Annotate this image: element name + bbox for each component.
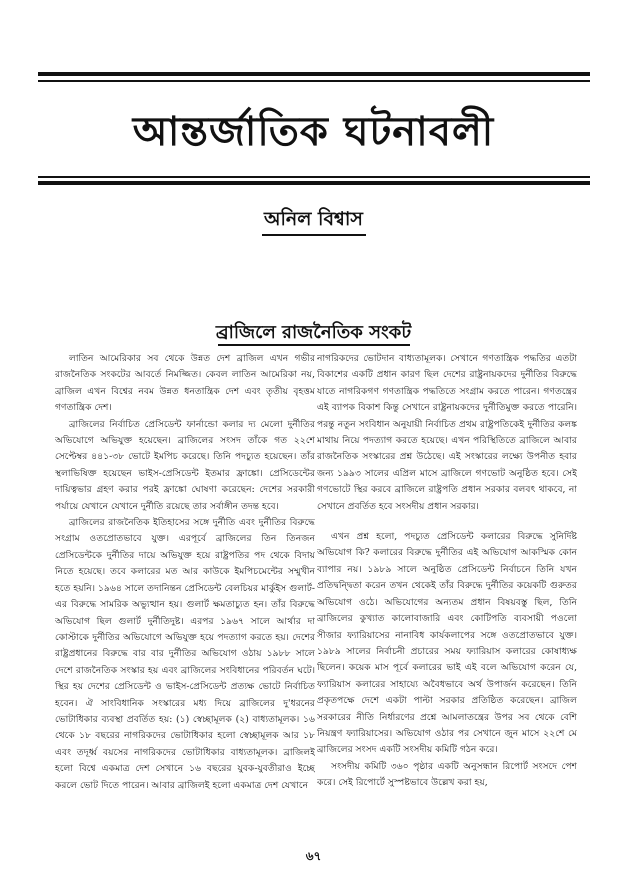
author-name: অনিল বিশ্বাস xyxy=(264,208,363,230)
page-number: ৬৭ xyxy=(305,849,322,863)
page-title: আন্তর্জাতিক ঘটনাবলী xyxy=(132,108,495,155)
paragraph: ব্রাজিলের রাজনৈতিক ইতিহাসের সঙ্গে দুর্নীতি এবং দুর্নীতির বিরুদ্ধে সংগ্রাম ওতপ্রোতভাবে যুক্ত। এরপূর্বে ব্রাজিলের তিন তিনজন প্রেসিডেন্টকে দুর্নীতির দায়ে অভিযুক্ত হয়ে রাষ্ট্রপতির পদ থেকে বিদায় নিতে হয়েছে। তবে কলারের মত আর কাউকে ইমপিচমেন্টের সম্মুখীন হতে হয়নি। ১৯৬৪ সালে তদানিন্তন প্রেসিডেন্ট বেলচিয়র মার্কুইস গুলার্ট-এর বিরুদ্ধে সামরিক অভ্যুত্থান হয়। গুলার্ট ক্ষমতাচ্যুত হন। তাঁর বিরুদ্ধে অভিযোগ ছিল গুলার্ট দুর্নীতিদুষ্ট। এরপর ১৯৬৭ সালে আর্থার দা কোস্টাকে দুর্নীতির অভিযোগে অভিযুক্ত হয়ে পদত্যাগ করতে হয়। দেশের রাষ্ট্রপ্রধানের বিরুদ্ধে বার বার দুর্নীতির অভিযোগ ওঠায় ১৯৮৮ সালে দেশে রাজনৈতিক সংস্কার হয় এবং ব্রাজিলের সংবিধানের পরিবর্তন ঘটে। স্থির হয় দেশের প্রেসিডেন্ট ও ভাইস-প্রেসিডেন্ট প্রত্যক্ষ ভোটে নির্বাচিত হবেন। ঐ সাংবিধানিক সংস্কারের মধ্য দিয়ে ব্রাজিলের দু'ধরনের ভোটাধিকার ব্যবস্থা প্রবর্তিত হয়: (১) স্বেচ্ছামূলক (২) বাধ্যতামূলক। ১৬ থেকে ১৮ বছরের নাগরিকদের ভোটাধিকার হলো স্বেচ্ছামূলক আর ১৮ এবং তদূর্ধ্ব বয়সের নাগরিকদের ভোটাধিকার বাধ্যতামূলক। ব্রাজিলই হলো বিশ্বে একমাত্র দেশ সেখানে ১৬ বছরের যুবক-যুবতীরাও ইচ্ছে করলে ভোট দিতে পারেন। আবার ব্রাজিলই হলো একমাত্র দেশ যেখানে xyxy=(55,517,315,791)
top-rule-thin xyxy=(38,80,590,82)
author-underline xyxy=(262,234,366,236)
top-rule-thick xyxy=(38,72,590,76)
bottom-rule-thick xyxy=(38,181,590,185)
paragraph: সংসদীয় কমিটি ৩৬০ পৃষ্ঠার একটি অনুসন্ধান রিপোর্ট সংসদে পেশ করে। সেই রিপোর্টে সুস্পষ্টভাবে উল্লেখ করা হয়, xyxy=(317,760,577,789)
bottom-rule-thin xyxy=(38,176,590,178)
right-column xyxy=(317,351,577,839)
paragraph: এখন প্রশ্ন হলো, পদচ্যুত প্রেসিডেন্ট কলারের বিরুদ্ধে সুনির্দিষ্ট অভিযোগ কি? কলারের বিরুদ্ধে দুর্নীতির এই অভিযোগ আকস্মিক কোন ব্যাপার নয়। ১৯৮৯ সালে অনুষ্ঠিত প্রেসিডেন্ট নির্বাচনে তিনি যখন প্রতিদ্বন্দ্বিতা করেন তখন থেকেই তাঁর বিরুদ্ধে দুর্নীতির কয়েকটি গুরুতর অভিযোগ ওঠে। অভিযোগের অন্যতম প্রধান বিষয়বস্তু ছিল, তিনি ব্রাজিলের কুখ্যাত কালোবাজারি এবং কোটিপতি ব্যবসায়ী পওলো সীজার ফ্যারিয়াসের নানাবিধ কার্যকলাপের সঙ্গে ওতপ্রোতভাবে যুক্ত। ১৯৮৯ সালের নির্বাচনী প্রচারের সময় ফ্যারিয়াস কলারের কোষাধ্যক্ষ ছিলেন। কয়েক মাস পূর্বে কলারের ভাই এই বলে অভিযোগ করেন যে, ফ্যারিয়াস কলারের সাহায্যে অবৈধভাবে অর্থ উপার্জন করেছেন। তিনি প্রকৃতপক্ষে দেশে একটা পাল্টা সরকার প্রতিষ্ঠিত করেছেন। ব্রাজিল সরকারের নীতি নির্ধারণের প্রশ্নে আমলাতন্ত্রের উপর সব থেকে বেশি নিয়ন্ত্রণ ফ্যারিয়াসের। অভিযোগ ওঠার পর সেখানে জুন মাসে ২২শে মে ব্রাজিলের সংসদ একটি সংসদীয় কমিটি গঠন করে। xyxy=(317,531,577,756)
section-underline xyxy=(218,344,410,346)
paragraph: লাতিন আমেরিকার সব থেকে উন্নত দেশ ব্রাজিল এখন গভীর রাজনৈতিক সংকটের আবর্তে নিমজ্জিত। কেবল লাতিন আমেরিকা নয়, ব্রাজিল এখন বিশ্বের নবম উন্নত ধনতান্ত্রিক দেশ এবং তৃতীয় বৃহত্তম গণতান্ত্রিক দেশ। xyxy=(55,353,315,414)
paragraph: নাগরিকদের ভোটদান বাধ্যতামূলক। সেখানে গণতান্ত্রিক পদ্ধতির এতটা বিকাশের একটি প্রধান কারণ ছিল দেশের রাষ্ট্রনায়কদের দুর্নীতির বিরুদ্ধে যাতে নাগরিকগণ গণতান্ত্রিক পদ্ধতিতে সংগ্রাম করতে পারেন। গণতন্ত্রের এই ব্যাপক বিকাশ কিন্তু সেখানে রাষ্ট্রনায়কদের দুর্নীতিমুক্ত করতে পারেনি। পরন্তু নতুন সংবিধান অনুযায়ী নির্বাচিত প্রথম রাষ্ট্রপতিকেই দুর্নীতির কলঙ্ক মাথায় নিয়ে পদত্যাগ করতে হয়েছে। এখন পরিস্থিতিতে ব্রাজিলে আবার রাজনৈতিক সংস্কারের প্রশ্ন উঠেছে। এই সংস্কারের লক্ষ্যে উপনীত হবার জন্য ১৯৯৩ সালের এপ্রিল মাসে ব্রাজিলে গণভোট অনুষ্ঠিত হবে। সেই গণভোটে স্থির করবে ব্রাজিলে রাষ্ট্রপতি প্রধান সরকার বলবৎ থাকবে, না সেখানে প্রবর্তিত হবে সংসদীয় প্রধান সরকার। xyxy=(317,353,577,512)
section-title: ব্রাজিলে রাজনৈতিক সংকট xyxy=(215,322,412,343)
left-column xyxy=(55,351,315,839)
paragraph: ব্রাজিলের নির্বাচিত প্রেসিডেন্ট ফার্নান্ডো কলার দ্য মেলো দুর্নীতির অভিযোগে অভিযুক্ত হয়েছেন। ব্রাজিলের সংসদ তাঁকে গত ২২শে সেপ্টেম্বর ৪৪১-৩৮ ভোটে ইমপিচ করেছে। তিনি পদচ্যুত হয়েছেন। তাঁর স্থলাভিষিক্ত হয়েছেন ভাইস-প্রেসিডেন্ট ইতমার ফ্রাঙ্কো। প্রেসিডেন্টের দায়িত্বভার গ্রহণ করার পরই ফ্রাঙ্কো ঘোষণা করেছেন: দেশের সরকারী পর্যায়ে যেখানে যেখানে দুর্নীতি রয়েছে তার সর্বাঙ্গীন তদন্ত হবে। xyxy=(55,418,315,512)
